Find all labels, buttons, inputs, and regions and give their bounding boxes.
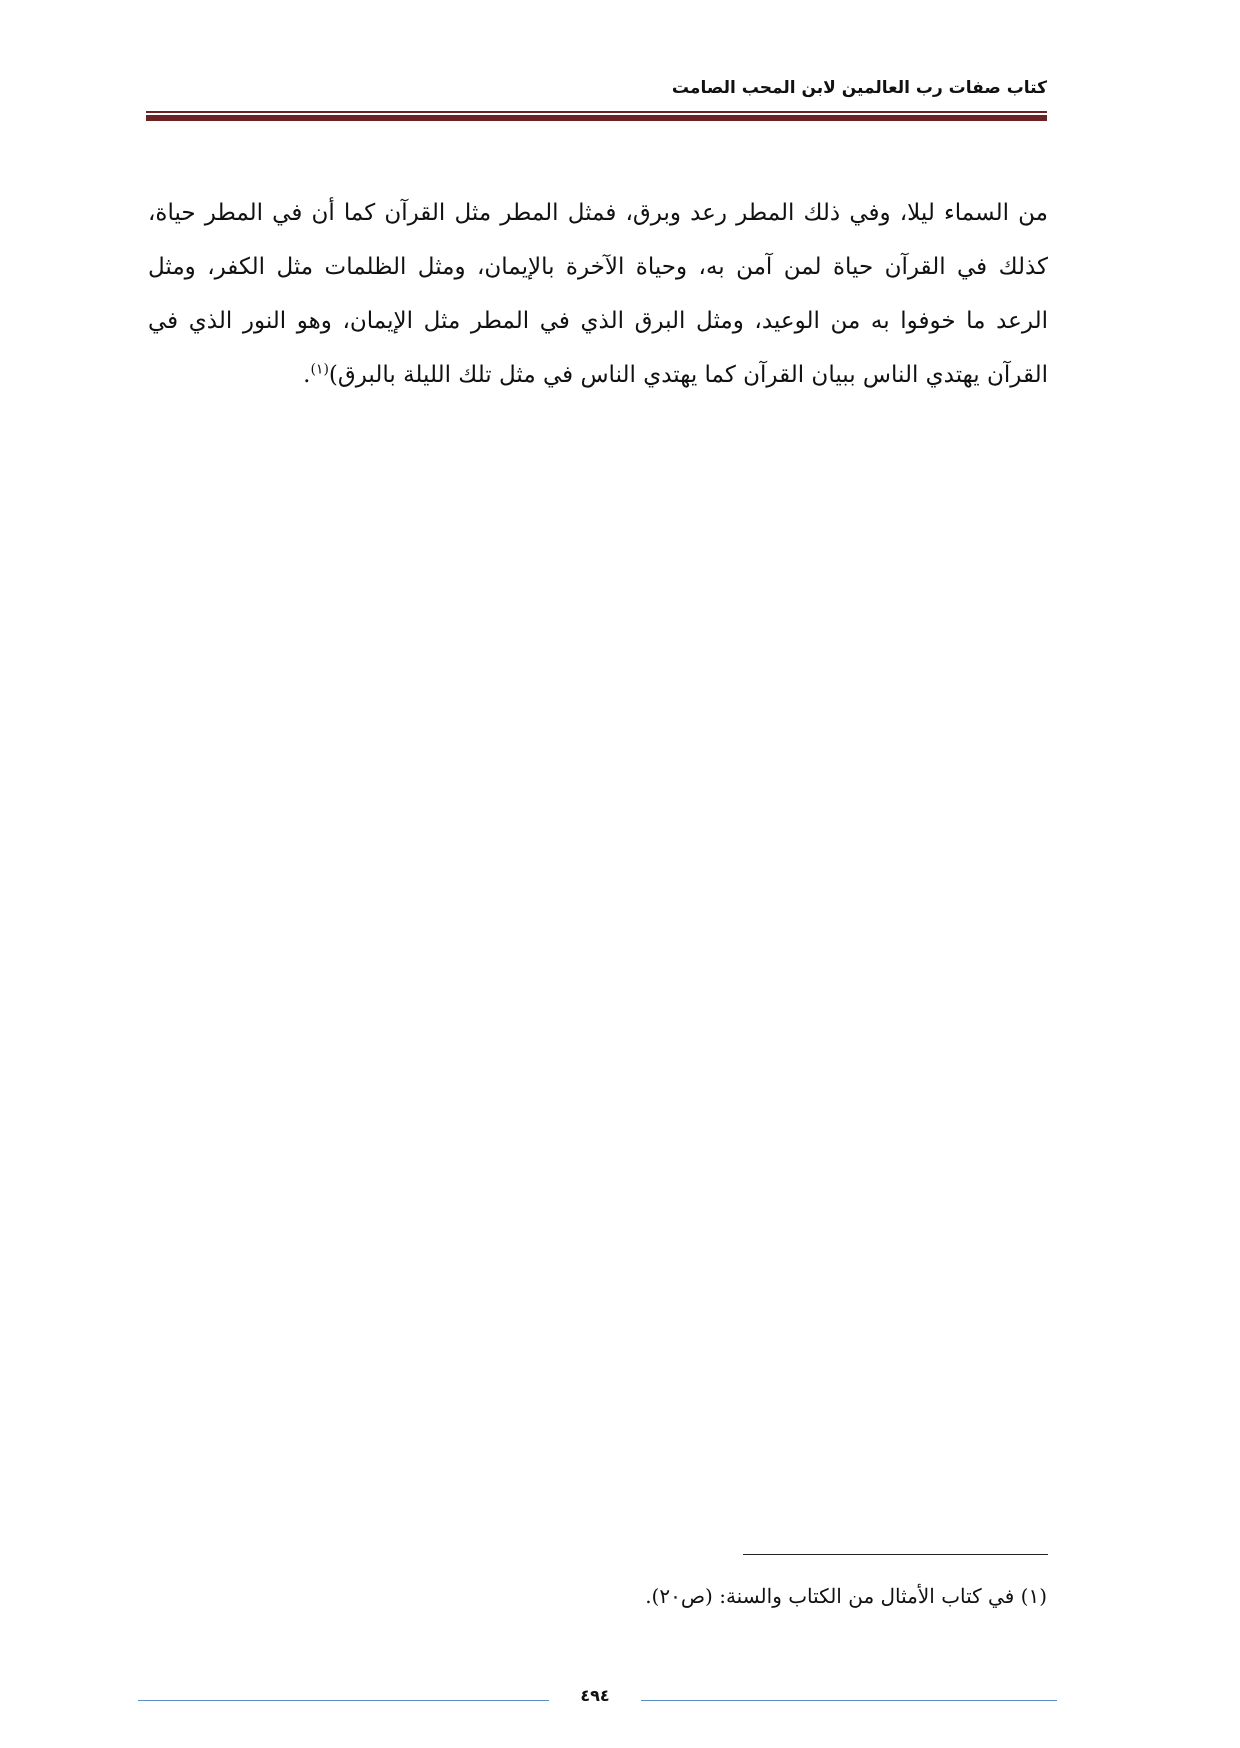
body-paragraph	[148, 186, 1048, 402]
footnote-reference[interactable]: (١)	[310, 361, 329, 378]
page-number: ٤٩٤	[580, 1686, 610, 1705]
footnote-separator	[743, 1554, 1048, 1555]
body-text: من السماء ليلا، وفي ذلك المطر رعد وبرق، فمثل المطر مثل القرآن كما أن في المطر حياة، كذلك في القرآن حياة لمن آمن به، وحياة الآخرة بالإيمان، ومثل الظلمات مثل الكفر، ومثل الرعد ما خوفوا به من الوعيد، ومثل البرق الذي في المطر مثل الإيمان، وهو النور الذي في القرآن يهتدي الناس ببيان القرآن كما يهتدي الناس في مثل تلك الليلة بالبرق)	[148, 200, 1048, 388]
footnote: (١) في كتاب الأمثال من الكتاب والسنة: (ص٢٠).	[645, 1584, 1047, 1608]
running-header: كتاب صفات رب العالمين لابن المحب الصامت	[671, 78, 1047, 98]
body-text-end: .	[303, 362, 311, 388]
footer-line-left	[138, 1700, 549, 1701]
footer-line-right	[641, 1700, 1057, 1701]
header-rule	[146, 111, 1047, 121]
